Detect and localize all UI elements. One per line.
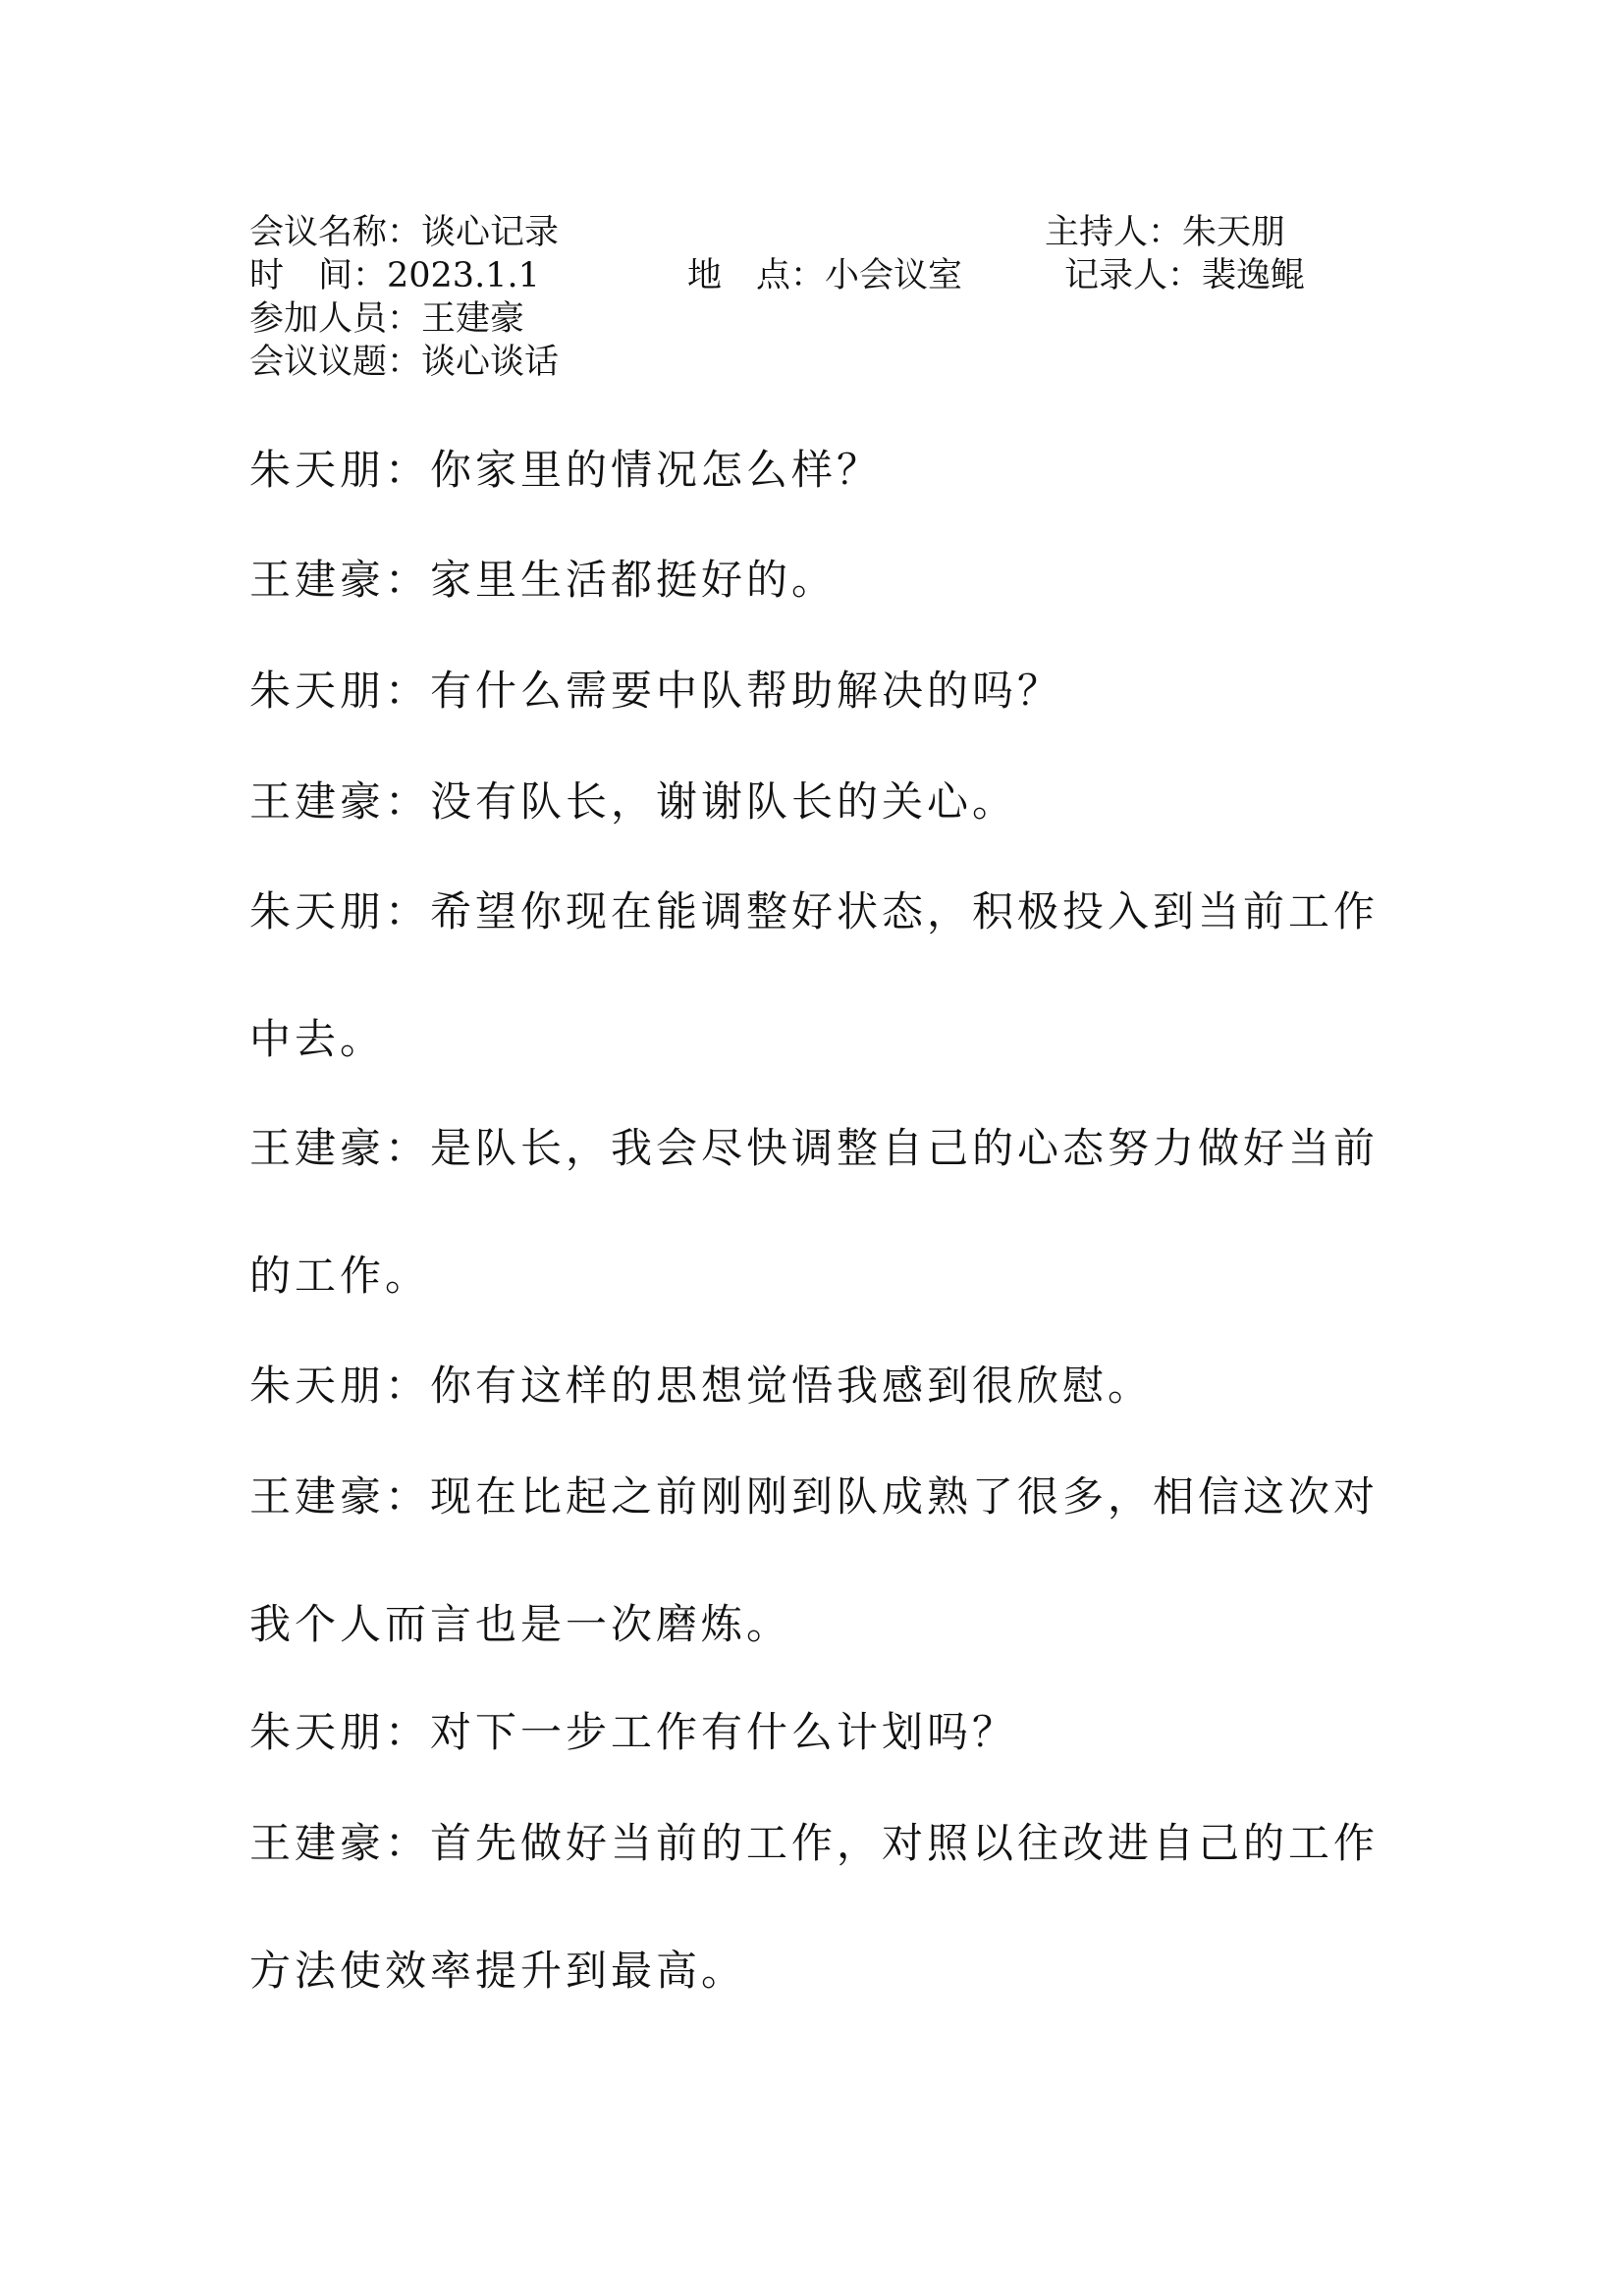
host: 主持人：朱天朋 (1045, 213, 1286, 252)
meeting-name: 会议名称：谈心记录 (249, 213, 560, 252)
dialogue-line: 朱天朋：有什么需要中队帮助解决的吗？ (249, 667, 1063, 715)
dialogue-line: 我个人而言也是一次磨炼。 (249, 1600, 792, 1648)
dialogue-line: 朱天朋：对下一步工作有什么计划吗？ (249, 1708, 1018, 1756)
dialogue-line: 王建豪：家里生活都挺好的。 (249, 556, 838, 604)
dialogue-line: 王建豪：是队长，我会尽快调整自己的心态努力做好当前 (249, 1124, 1380, 1172)
dialogue-line: 朱天朋：你家里的情况怎么样？ (249, 446, 883, 494)
dialogue-line: 方法使效率提升到最高。 (249, 1947, 747, 1995)
attendees: 参加人员：王建豪 (249, 299, 525, 339)
meeting-location: 地 点：小会议室 (687, 256, 963, 295)
dialogue-line: 王建豪：现在比起之前刚刚到队成熟了很多，相信这次对 (249, 1472, 1380, 1521)
dialogue-line: 王建豪：首先做好当前的工作，对照以往改进自己的工作 (249, 1819, 1380, 1867)
dialogue-line: 王建豪：没有队长，谢谢队长的关心。 (249, 777, 1018, 826)
meeting-topic: 会议议题：谈心谈话 (249, 343, 560, 382)
dialogue-line: 朱天朋：你有这样的思想觉悟我感到很欣慰。 (249, 1362, 1154, 1410)
dialogue-line: 的工作。 (249, 1252, 431, 1300)
dialogue-line: 朱天朋：希望你现在能调整好状态，积极投入到当前工作 (249, 887, 1380, 935)
recorder: 记录人：裴逸鲲 (1064, 256, 1306, 295)
dialogue-line: 中去。 (249, 1015, 386, 1063)
meeting-time: 时 间：2023.1.1 (249, 256, 540, 295)
